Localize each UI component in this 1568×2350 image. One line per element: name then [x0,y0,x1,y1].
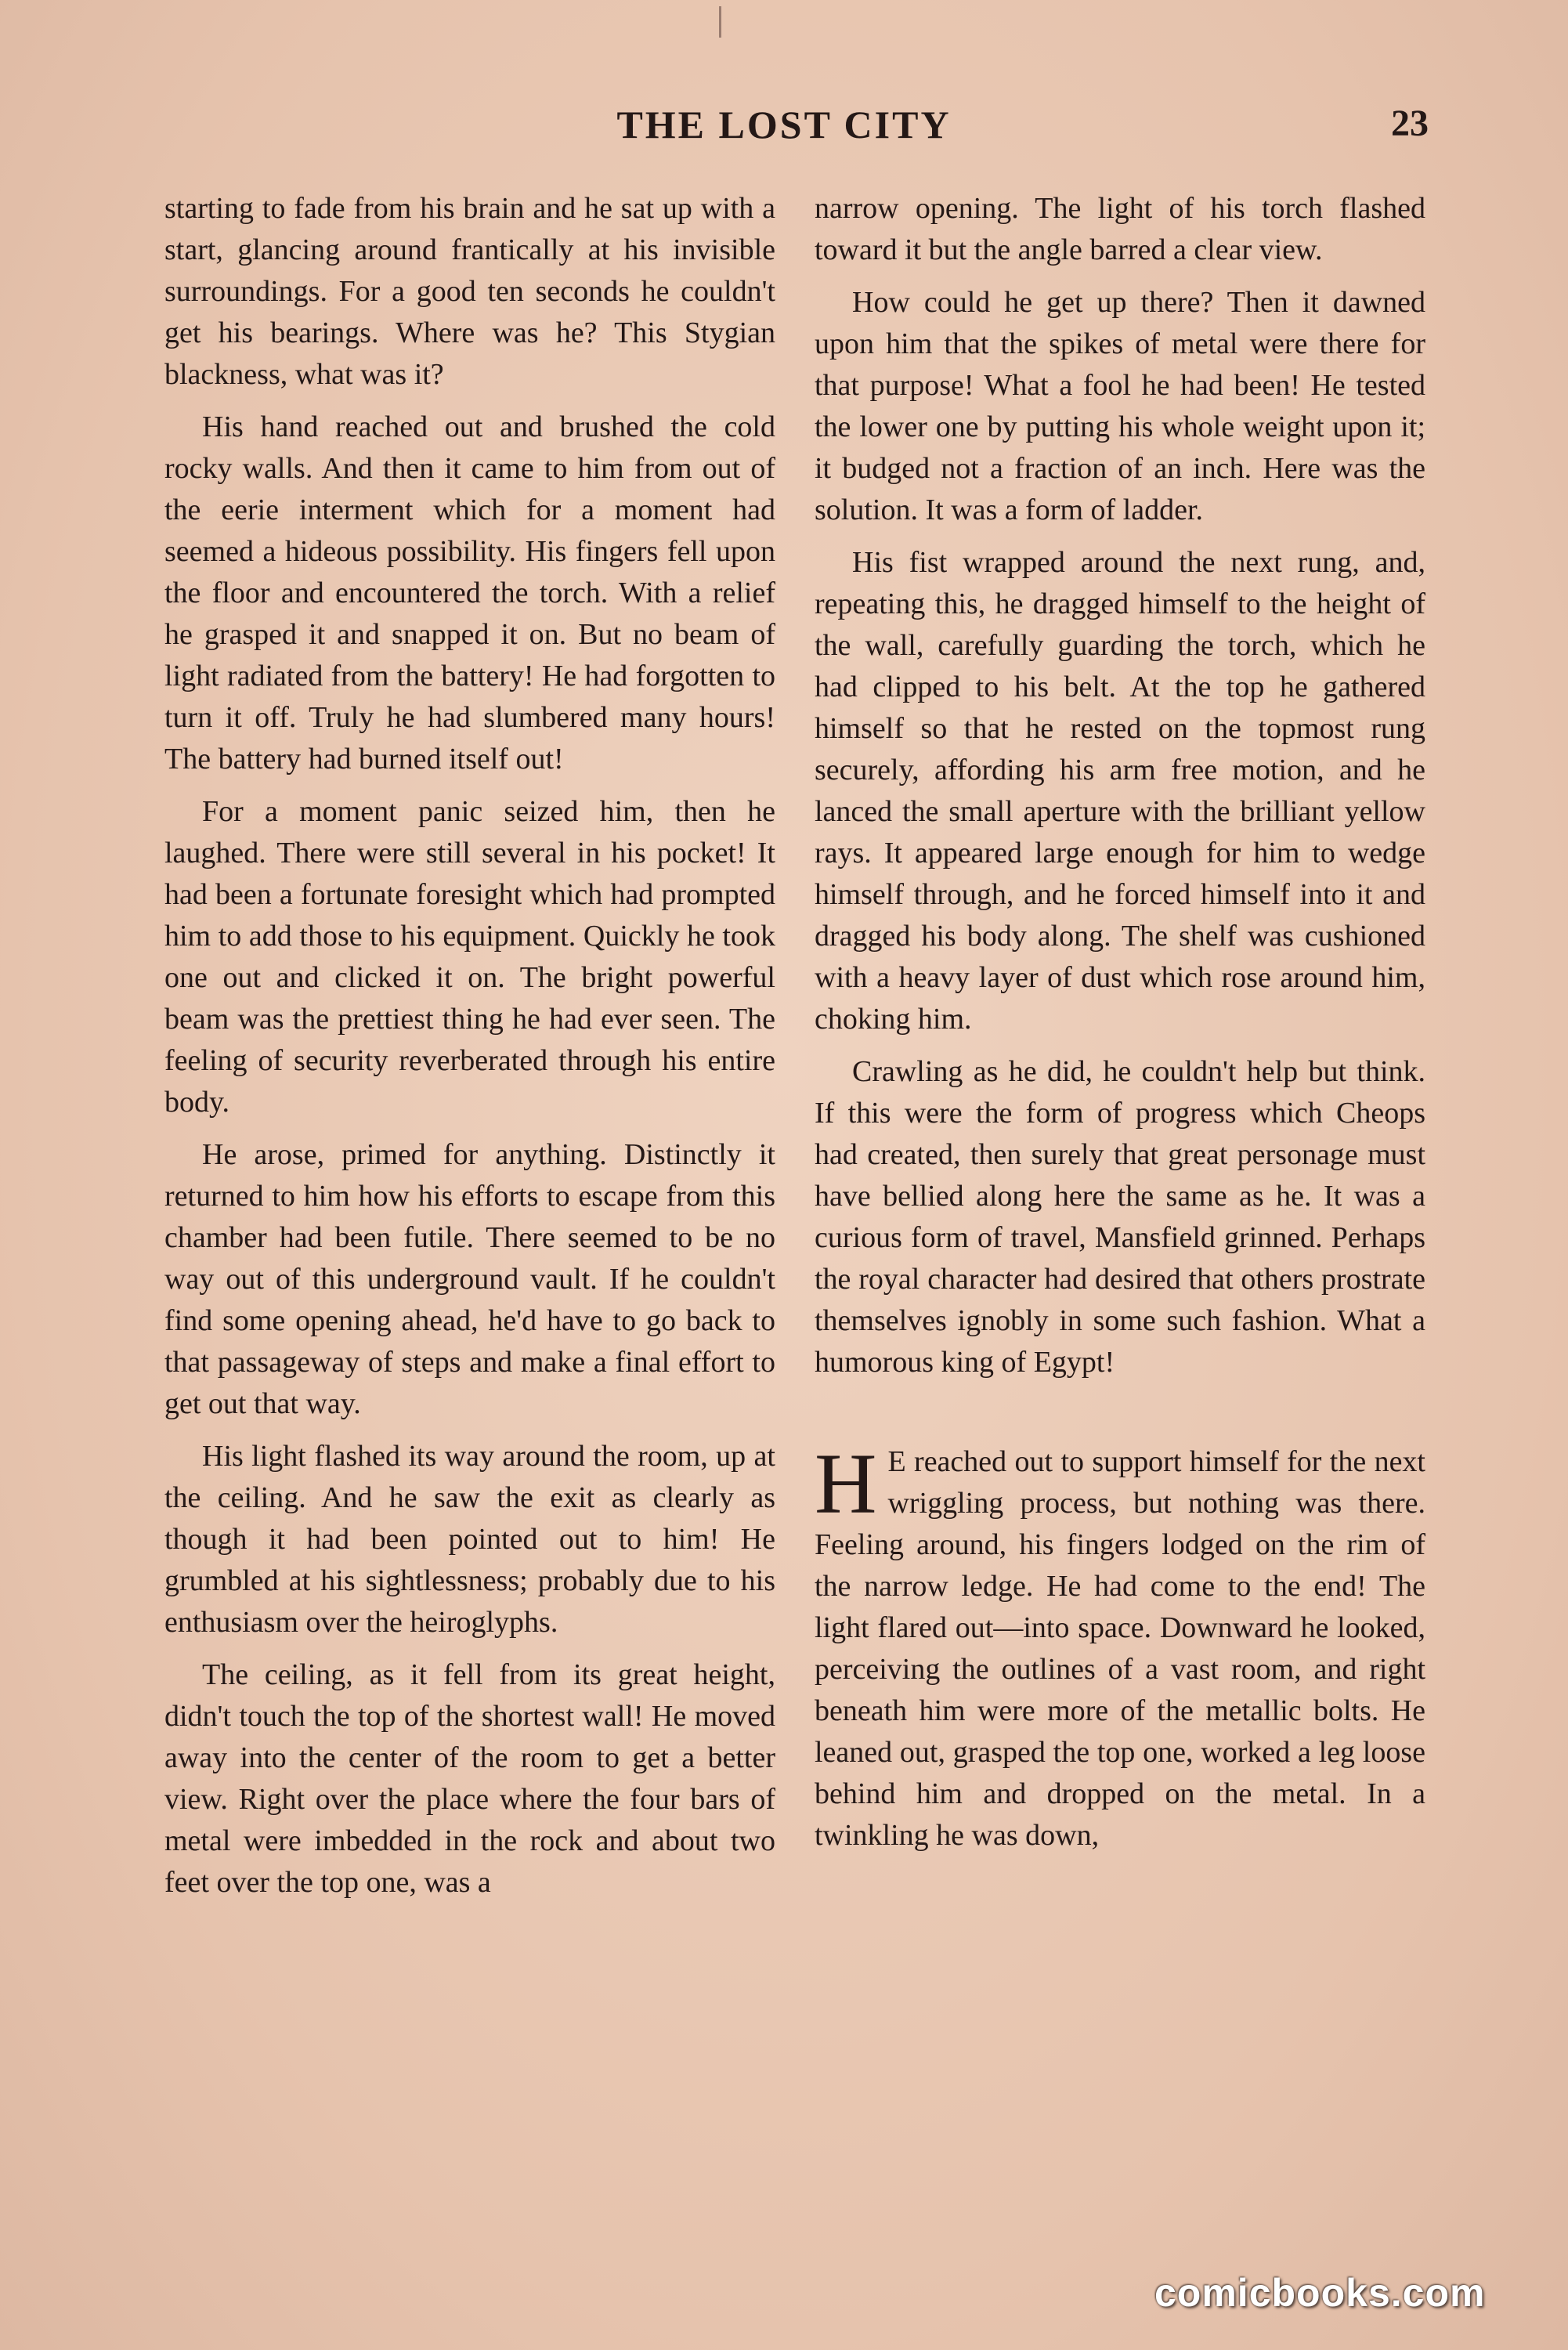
section-break [815,1394,1425,1441]
paragraph: Crawling as he did, he couldn't help but think. If this were the form of progress which Cheops had created, then surely that great personage must have bellied along here the same as he. It was a curious form of travel, Mansfield grinned. Perhaps the royal character had desired that others prostrate themselves ignobly in some such fashion. What a humorous king of Egypt! [815,1055,1425,1379]
right-column [815,188,1425,1867]
binding-mark [719,6,721,38]
paragraph: starting to fade from his brain and he sat up with a start, glancing around frantically at his invisible surroundings. For a good ten seconds he couldn't get his bearings. Where was he? This Stygian blackness, what was it? [164,192,775,391]
section-opening-paragraph [815,1436,1425,1856]
paragraph: The ceiling, as it fell from its great height, didn't touch the top of the shortest wall! He moved away into the center of the room to get a better view. Right over the place where the four bars of metal were imbedded in the rock and about two feet over the top one, was a [164,1658,775,1899]
paragraph: How could he get up there? Then it dawned upon him that the spikes of metal were there for that purpose! What a fool he had been! He tested the lower one by putting his whole weight upon it; it budged not a fraction of an inch. Here was the solution. It was a form of ladder. [815,286,1425,526]
page-number: 23 [1391,103,1429,144]
drop-cap: H [815,1436,877,1531]
section-opening-text: E reached out to support himself for the next wriggling process, but nothing was there. Feeling around, his fingers lodged on the rim of the narrow ledge. He had come to the end! The light flared out—into space. Downward he looked, perceiving the outlines of a vast room, and right beneath him were more of the metallic bolts. He leaned out, grasped the top one, worked a leg loose behind him and dropped on the metal. In a twinkling he was down, [815,1445,1425,1852]
paragraph: narrow opening. The light of his torch flashed toward it but the angle barred a clear view. [815,192,1425,266]
watermark-logo: comicbooks.com [1154,2271,1486,2315]
left-column [164,188,775,1914]
paragraph: He arose, primed for anything. Distinctly it returned to him how his efforts to escape from this chamber had been futile. There seemed to be no way out of this underground vault. If he couldn't find some opening ahead, he'd have to go back to that passageway of steps and make a final effort to get out that way. [164,1138,775,1420]
paragraph: His light flashed its way around the room, up at the ceiling. And he saw the exit as clearly as though it had been pointed out to him! He grumbled at his sightlessness; probably due to his enthusiasm over the heiroglyphs. [164,1440,775,1639]
paragraph: His hand reached out and brushed the cold rocky walls. And then it came to him from out of the eerie interment which for a moment had seemed a hideous possibility. His fingers fell upon the floor and encountered the torch. With a relief he grasped it and snapped it on. But no beam of light radiated from the battery! He had forgotten to turn it off. Truly he had slumbered many hours! The battery had burned itself out! [164,410,775,776]
paragraph: For a moment panic seized him, then he laughed. There were still several in his pocket! It had been a fortunate foresight which had prompted him to add those to his equipment. Quickly he took one out and clicked it on. The bright powerful beam was the prettiest thing he had ever seen. The feeling of security reverberated through his entire body. [164,795,775,1119]
running-header-title: THE LOST CITY [616,103,952,146]
paragraph: His fist wrapped around the next rung, and, repeating this, he dragged himself to the height of the wall, carefully guarding the torch, which he had clipped to his belt. At the top he gathered himself so that he rested on the topmost rung securely, affording his arm free motion, and he lanced the small aperture with the brilliant yellow rays. It appeared large enough for him to wedge himself through, and he forced himself into it and dragged his body along. The shelf was cushioned with a heavy layer of dust which rose around him, choking him. [815,546,1425,1036]
